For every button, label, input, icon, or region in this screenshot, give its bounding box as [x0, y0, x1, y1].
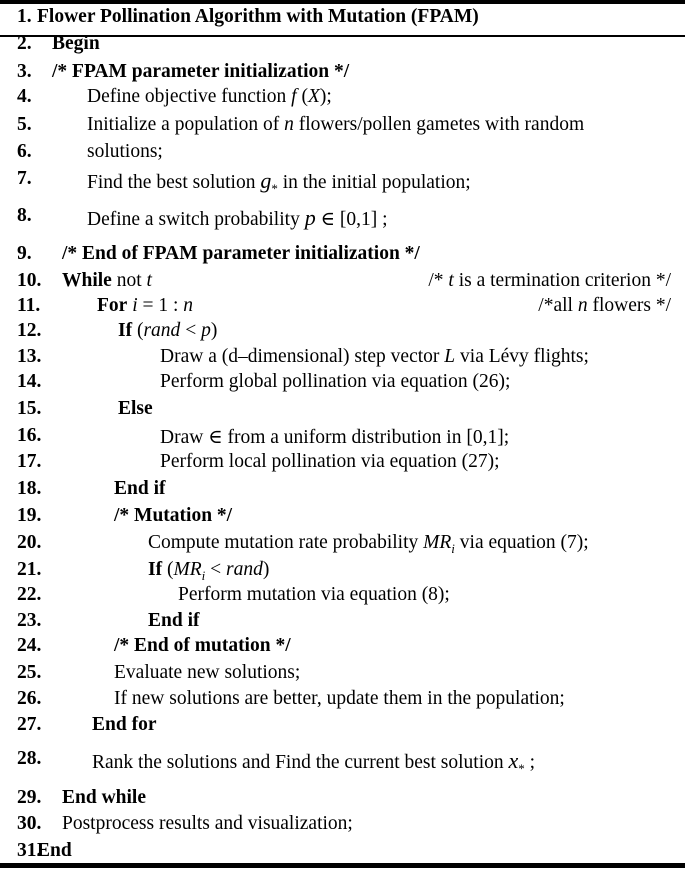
statement-fragment: Mutation — [134, 505, 213, 526]
line-number: 12. — [17, 320, 42, 341]
line-number: 10. — [17, 270, 42, 291]
line-statement — [160, 451, 500, 473]
line-number: 31. — [17, 840, 42, 861]
line-number: 8. — [17, 205, 32, 226]
algorithm-line — [0, 33, 685, 59]
line-statement — [62, 270, 152, 292]
line-statement — [52, 61, 349, 83]
statement-fragment: End while — [62, 787, 146, 808]
algorithm-line — [0, 168, 685, 194]
statement-fragment: in the initial population; — [277, 172, 471, 193]
algorithm-line — [0, 662, 685, 688]
line-number: 6. — [17, 141, 32, 162]
statement-fragment: i — [451, 541, 455, 556]
statement-fragment: p — [304, 205, 316, 230]
line-number: 23. — [17, 610, 42, 631]
statement-fragment: * — [518, 761, 525, 776]
line-statement — [160, 425, 509, 449]
line-statement — [37, 840, 72, 862]
line-statement — [92, 714, 156, 736]
line-number: 3. — [17, 61, 32, 82]
statement-fragment: /* — [114, 505, 135, 526]
statement-fragment: ) — [210, 320, 218, 341]
statement-fragment: Flower Pollination Algorithm with Mutation (FPAM) — [37, 6, 479, 27]
algorithm-line — [0, 270, 685, 296]
algorithm-line — [0, 635, 685, 661]
line-statement — [37, 6, 479, 28]
statement-fragment: i — [201, 568, 206, 583]
line-number: 26. — [17, 688, 42, 709]
algorithm-line — [0, 748, 685, 774]
algorithm-line — [0, 141, 685, 167]
line-number: 19. — [17, 505, 42, 526]
line-statement — [87, 114, 584, 136]
statement-fragment: < — [205, 559, 226, 580]
line-statement — [62, 787, 146, 809]
line-statement — [114, 505, 232, 527]
statement-fragment: = 1 : — [137, 295, 184, 316]
algorithm-line — [0, 205, 685, 231]
statement-fragment: Perform global pollination via equation (26); — [160, 371, 511, 392]
statement-fragment: Compute mutation rate probability — [148, 532, 424, 553]
line-statement — [87, 205, 388, 231]
line-statement — [114, 688, 565, 710]
statement-fragment: flowers/pollen gametes with random — [293, 114, 585, 135]
statement-fragment: Else — [118, 398, 153, 419]
statement-fragment: End if — [114, 478, 166, 499]
line-statement — [118, 320, 217, 342]
statement-fragment: f — [291, 86, 297, 107]
line-number: 24. — [17, 635, 42, 656]
algorithm-line — [0, 478, 685, 504]
statement-fragment: n — [183, 295, 194, 316]
statement-fragment: ) — [262, 559, 270, 580]
line-number: 18. — [17, 478, 42, 499]
statement-fragment: Rank the solutions and Find the current best solution — [92, 752, 509, 773]
algorithm-line — [0, 505, 685, 531]
statement-fragment: MR — [423, 532, 452, 553]
statement-fragment: X — [307, 86, 320, 107]
line-statement — [97, 295, 193, 317]
statement-fragment: rand — [143, 320, 181, 341]
statement-fragment: /* FPAM parameter initialization */ — [52, 61, 350, 82]
line-statement — [148, 559, 269, 584]
statement-fragment: /* End of mutation */ — [114, 635, 291, 656]
statement-fragment: rand — [226, 559, 263, 580]
algorithm-line — [0, 451, 685, 477]
statement-fragment: is a termination criterion */ — [453, 270, 671, 291]
algorithm-line — [0, 610, 685, 636]
algorithm-line — [0, 295, 685, 321]
statement-fragment: If new solutions are better, update them in the population; — [114, 688, 565, 709]
line-number: 9. — [17, 243, 32, 264]
line-number: 21. — [17, 559, 42, 580]
line-statement — [87, 141, 163, 163]
line-number: 5. — [17, 114, 32, 135]
statement-fragment: solutions; — [87, 141, 163, 162]
line-statement — [114, 478, 165, 500]
statement-fragment: /*all — [538, 295, 578, 316]
line-statement — [92, 748, 535, 777]
statement-fragment: ∈ [0,1] ; — [315, 209, 388, 230]
statement-fragment: via Lévy flights; — [455, 346, 589, 367]
algorithm-line — [0, 714, 685, 740]
algorithm-line — [0, 787, 685, 813]
statement-fragment: < — [180, 320, 202, 341]
statement-fragment: ; — [524, 752, 536, 773]
statement-fragment: Postprocess results and visualization; — [62, 813, 353, 834]
line-statement — [148, 532, 589, 557]
line-number: 7. — [17, 168, 32, 189]
line-statement — [87, 168, 471, 197]
algorithm-line — [0, 114, 685, 140]
line-statement — [62, 243, 420, 265]
statement-fragment: L — [444, 346, 456, 367]
line-number: 2. — [17, 33, 32, 54]
line-number: 22. — [17, 584, 42, 605]
line-number: 29. — [17, 787, 42, 808]
statement-fragment: End for — [92, 714, 157, 735]
line-statement — [62, 813, 353, 835]
statement-fragment: ( — [132, 320, 144, 341]
statement-fragment: MR — [173, 559, 202, 580]
statement-fragment: via equation (7); — [454, 532, 589, 553]
line-statement — [114, 635, 291, 657]
statement-fragment: If — [148, 559, 163, 580]
line-number: 28. — [17, 748, 42, 769]
algorithm-line — [0, 371, 685, 397]
statement-fragment: Evaluate new solutions; — [114, 662, 301, 683]
statement-fragment: ); — [319, 86, 332, 107]
algorithm-line — [0, 688, 685, 714]
statement-fragment: Define a switch probability — [87, 209, 305, 230]
statement-fragment: ( — [296, 86, 308, 107]
statement-fragment: /* End of FPAM parameter initialization */ — [62, 243, 420, 264]
statement-fragment: i — [132, 295, 138, 316]
algorithm-line — [0, 584, 685, 610]
algorithm-line — [0, 425, 685, 451]
algorithm-line — [0, 346, 685, 372]
line-comment — [538, 295, 671, 317]
statement-fragment: p — [201, 320, 211, 341]
algorithm-line — [0, 532, 685, 558]
algorithm-line — [0, 813, 685, 839]
algorithm-line — [0, 243, 685, 269]
statement-fragment: Begin — [52, 33, 100, 54]
statement-fragment: flowers */ — [587, 295, 671, 316]
statement-fragment: Perform mutation via equation (8); — [178, 584, 450, 605]
statement-fragment: Define objective function — [87, 86, 292, 107]
line-number: 13. — [17, 346, 42, 367]
line-number: 27. — [17, 714, 42, 735]
line-number: 17. — [17, 451, 42, 472]
line-statement — [160, 346, 589, 368]
statement-fragment: Perform local pollination via equation (27); — [160, 451, 500, 472]
statement-fragment: /* — [428, 270, 449, 291]
statement-fragment: t — [448, 270, 454, 291]
line-number: 15. — [17, 398, 42, 419]
line-number: 11. — [17, 295, 41, 316]
top-rule — [0, 0, 685, 4]
line-statement — [148, 610, 199, 632]
statement-fragment: Draw ∈ from a uniform distribution in [0,1]; — [160, 427, 510, 448]
statement-fragment: For — [97, 295, 128, 316]
statement-fragment: * — [271, 181, 278, 196]
statement-fragment: Find the best solution — [87, 172, 261, 193]
statement-fragment: While — [62, 270, 112, 291]
algorithm-line — [0, 559, 685, 585]
line-number: 1. — [17, 6, 32, 27]
algorithm-line — [0, 398, 685, 424]
line-number: 4. — [17, 86, 32, 107]
line-statement — [118, 398, 153, 420]
line-number: 14. — [17, 371, 42, 392]
algorithm-line — [0, 61, 685, 87]
line-number: 20. — [17, 532, 42, 553]
line-number: 16. — [17, 425, 42, 446]
statement-fragment: g — [260, 168, 272, 193]
statement-fragment: not — [111, 270, 147, 291]
statement-fragment: End if — [148, 610, 200, 631]
line-statement — [114, 662, 300, 684]
line-comment — [428, 270, 671, 292]
statement-fragment: x — [508, 748, 519, 773]
statement-fragment: n — [577, 295, 588, 316]
algorithm-line — [0, 86, 685, 112]
statement-fragment: */ — [212, 505, 233, 526]
statement-fragment: Draw a (d–dimensional) step vector — [160, 346, 445, 367]
algorithm-line — [0, 6, 685, 32]
algorithm-line — [0, 320, 685, 346]
line-number: 25. — [17, 662, 42, 683]
statement-fragment: End — [37, 840, 72, 861]
statement-fragment: Initialize a population of — [87, 114, 285, 135]
statement-fragment: ( — [162, 559, 174, 580]
statement-fragment: t — [146, 270, 152, 291]
algorithm-line — [0, 840, 685, 866]
statement-fragment: If — [118, 320, 133, 341]
line-statement — [52, 33, 100, 55]
line-statement — [87, 86, 332, 108]
line-number: 30. — [17, 813, 42, 834]
statement-fragment: n — [284, 114, 294, 135]
line-statement — [160, 371, 510, 393]
line-statement — [178, 584, 450, 606]
